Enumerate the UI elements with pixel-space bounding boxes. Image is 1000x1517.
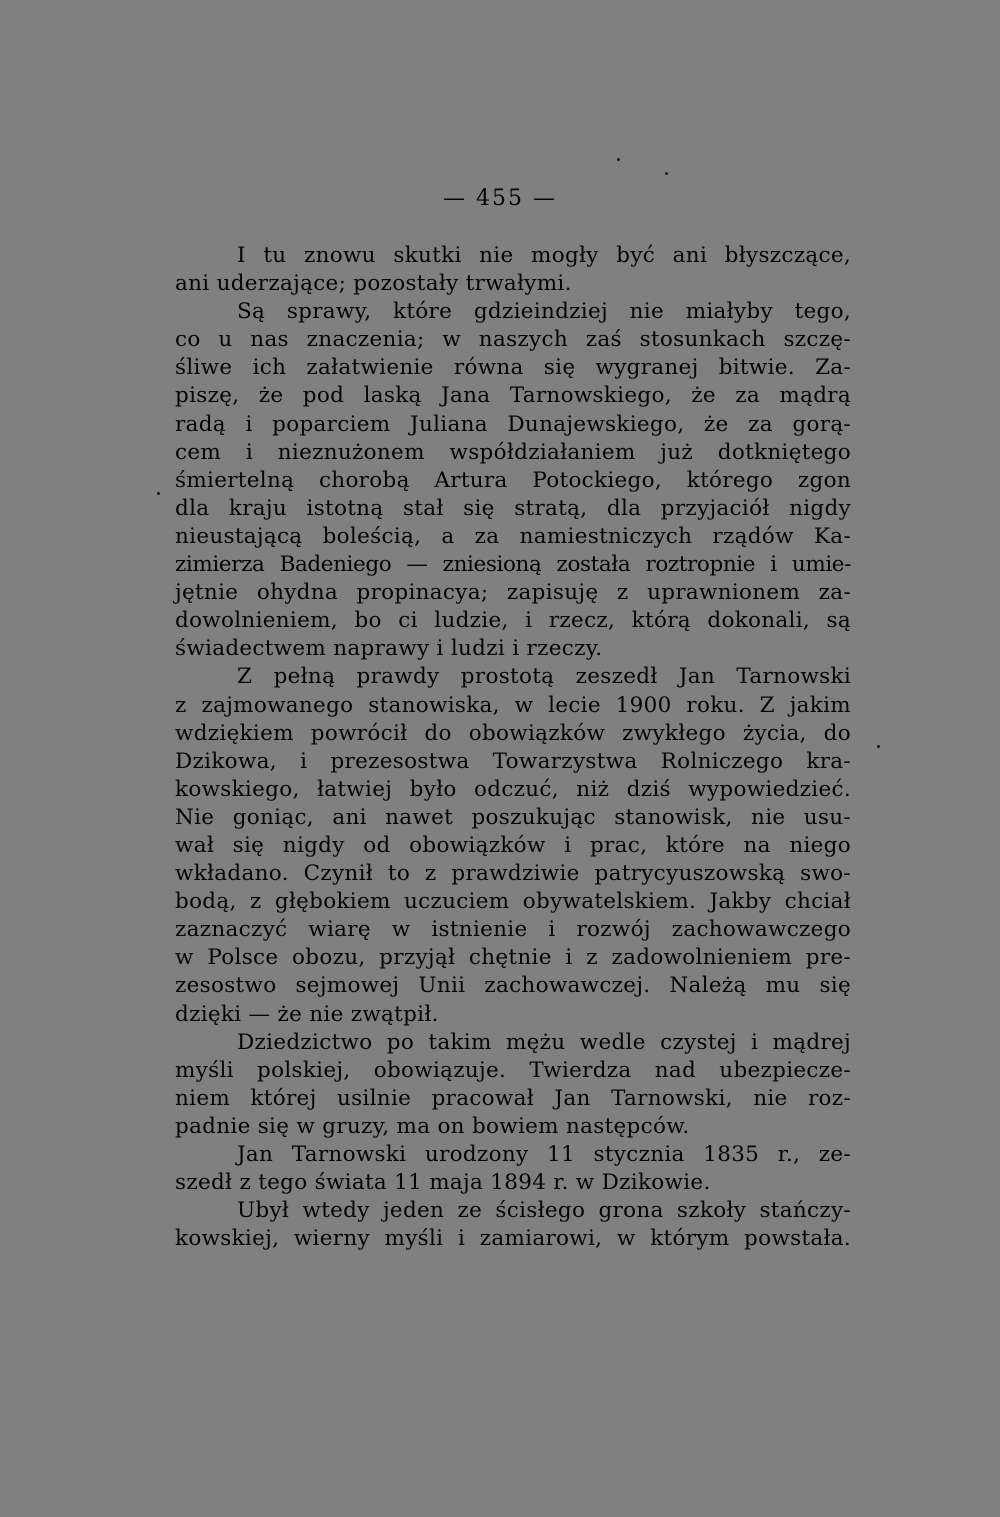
- print-speck: [157, 492, 160, 495]
- print-speck: [877, 745, 880, 748]
- text-line: Dziedzictwo po takim mężu wedle czystej i mądrej: [237, 1029, 851, 1055]
- text-line: Są sprawy, które gdzieindziej nie miałyby tego,: [237, 299, 851, 325]
- text-line: ani uderzające; pozostały trwałymi.: [175, 271, 572, 297]
- text-line: szedł z tego świata 11 maja 1894 r. w Dzikowie.: [175, 1170, 711, 1196]
- text-line: piszę, że pod laską Jana Tarnowskiego, że za mądrą: [175, 383, 851, 409]
- page-number: — 455 —: [443, 186, 557, 211]
- text-line: co u nas znaczenia; w naszych zaś stosunkach szczę-: [175, 327, 851, 353]
- body-text: [175, 242, 851, 1253]
- text-line: dzięki — że nie zwątpił.: [175, 1001, 439, 1027]
- text-line: kowskiego, łatwiej było odczuć, niż dziś wypowiedzieć.: [175, 776, 851, 802]
- text-line: świadectwem naprawy i ludzi i rzeczy.: [175, 636, 603, 662]
- text-line: I tu znowu skutki nie mogły być ani błyszczące,: [237, 243, 851, 268]
- text-line: Z pełną prawdy prostotą zeszedł Jan Tarnowski: [237, 664, 851, 690]
- text-line: jętnie ohydna propinacya; zapisuję z uprawnionem za-: [175, 580, 851, 606]
- text-line: radą i poparciem Juliana Dunajewskiego, że za gorą-: [175, 411, 851, 437]
- text-line: bodą, z głębokiem uczuciem obywatelskiem. Jakby chciał: [175, 889, 851, 915]
- text-line: w Polsce obozu, przyjął chętnie i z zadowolnieniem pre-: [175, 945, 851, 971]
- text-line: Nie goniąc, ani nawet poszukując stanowisk, nie usu-: [175, 804, 851, 830]
- text-line: Dzikowa, i prezesostwa Towarzystwa Rolniczego kra-: [175, 748, 851, 774]
- print-speck: [665, 172, 668, 175]
- text-line: niem której usilnie pracował Jan Tarnowski, nie roz-: [175, 1085, 851, 1111]
- text-line: cem i nieznużonem współdziałaniem już dotkniętego: [175, 439, 851, 465]
- text-line: śliwe ich załatwienie równa się wygranej bitwie. Za-: [175, 355, 851, 381]
- text-line: padnie się w gruzy, ma on bowiem następców.: [175, 1113, 690, 1139]
- text-line: zimierza Badeniego — zniesioną została roztropnie i umie-: [175, 552, 851, 578]
- print-speck: [617, 158, 620, 161]
- text-line: Ubył wtedy jeden ze ścisłego grona szkoły stańczy-: [237, 1198, 851, 1224]
- text-line: wał się nigdy od obowiązków i prac, które na niego: [175, 832, 851, 858]
- text-line: wdziękiem powrócił do obowiązków zwykłego życia, do: [175, 720, 851, 746]
- text-line: zaznaczyć wiarę w istnienie i rozwój zachowawczego: [175, 917, 851, 943]
- text-line: nieustającą boleścią, a za namiestniczych rządów Ka-: [175, 523, 851, 549]
- text-line: Jan Tarnowski urodzony 11 stycznia 1835 r., ze-: [237, 1142, 851, 1167]
- text-line: z zajmowanego stanowiska, w lecie 1900 roku. Z jakim: [175, 692, 851, 718]
- text-line: dowolnieniem, bo ci ludzie, i rzecz, którą dokonali, są: [175, 608, 851, 634]
- text-line: śmiertelną chorobą Artura Potockiego, którego zgon: [175, 467, 851, 493]
- text-line: zesostwo sejmowej Unii zachowawczej. Należą mu się: [175, 973, 851, 999]
- text-line: dla kraju istotną stał się stratą, dla przyjaciół nigdy: [175, 495, 851, 521]
- text-line: myśli polskiej, obowiązuje. Twierdza nad ubezpiecze-: [175, 1057, 851, 1083]
- text-line: kowskiej, wierny myśli i zamiarowi, w którym powstała.: [175, 1226, 851, 1252]
- text-line: wkładano. Czynił to z prawdziwie patrycyuszowską swo-: [175, 861, 851, 887]
